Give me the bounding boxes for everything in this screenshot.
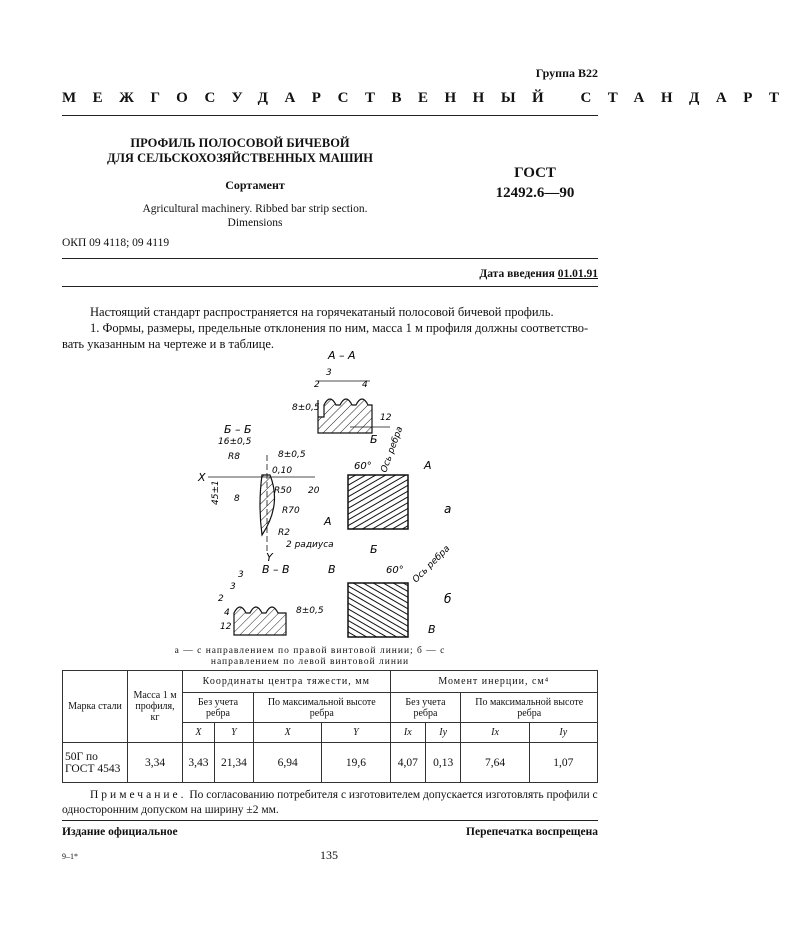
cell-massa: 3,34: [128, 743, 183, 783]
gost-block: [470, 163, 600, 203]
bb-dim-20: 20: [308, 486, 320, 496]
th-coords: Координаты центра тяжести, мм: [183, 671, 391, 693]
letter-a-1: А: [424, 459, 432, 472]
footer-rule: [62, 820, 598, 821]
vv-dim-8: 8±0,5: [296, 606, 324, 616]
aa-dim-3: 3: [326, 368, 332, 378]
title-line1: ПРОФИЛЬ ПОЛОСОВОЙ БИЧЕВОЙ: [130, 136, 350, 150]
angle-60-a: 60°: [354, 461, 372, 472]
cell-marka: 50Г по ГОСТ 4543: [63, 743, 128, 783]
note: [62, 788, 600, 818]
cell-value: 21,34: [214, 743, 253, 783]
cell-value: 6,94: [254, 743, 322, 783]
subtitle: Сортамент: [225, 178, 285, 192]
th-sub: Iy: [425, 723, 460, 743]
cell-value: 3,43: [183, 743, 215, 783]
letter-b-1: Б: [370, 433, 378, 446]
table-row: [63, 743, 598, 783]
letter-v-2: В: [428, 623, 436, 636]
th-sub: Ix: [390, 723, 425, 743]
title-line2: ДЛЯ СЕЛЬСКОХОЗЯЙСТВЕННЫХ МАШИН: [107, 151, 373, 165]
paragraph-1: Настоящий стандарт распространяется на горячекатаный полосовой бичевой профиль.: [90, 305, 554, 319]
vv-dim-2: 2: [218, 594, 224, 604]
data-table: [62, 670, 598, 783]
intro-date: [479, 268, 598, 280]
vv-title: В – В: [262, 563, 290, 576]
bb-title: Б – Б: [224, 423, 252, 436]
th-pomax1: По максимальной высоте ребра: [254, 693, 391, 723]
th-sub: X: [183, 723, 215, 743]
os-rebra-b: Ось ребра: [411, 543, 453, 586]
cell-value: 19,6: [322, 743, 390, 783]
caption-line2: направлением по левой винтовой линии: [210, 657, 410, 667]
footer-right: Перепечатка воспрещена: [466, 826, 598, 838]
footer-left: Издание официальное: [62, 826, 178, 838]
th-sub: Y: [322, 723, 390, 743]
header-rule: [62, 115, 598, 116]
bb-dim-45: 45±1: [211, 480, 221, 505]
label-a: а: [444, 502, 452, 516]
cell-value: 0,13: [425, 743, 460, 783]
angle-60-b: 60°: [386, 565, 404, 576]
okp-code: ОКП 09 4118; 09 4119: [62, 237, 170, 249]
vv-dim-4: 4: [224, 608, 230, 618]
th-bez1: Без учета ребра: [183, 693, 254, 723]
aa-dim-2: 2: [314, 380, 320, 390]
okp-rule: [62, 258, 598, 259]
paragraph-2b: вать указанным на чертеже и в таблице.: [62, 337, 275, 351]
doc-title: [90, 136, 390, 166]
intro-date-label: Дата введения: [479, 268, 555, 280]
th-moment: Момент инерции, см⁴: [390, 671, 597, 693]
page-number: 135: [320, 848, 338, 862]
bb-dim-010: 0,10: [272, 466, 293, 476]
letter-v-1: В: [328, 563, 336, 576]
th-sub: Iy: [529, 723, 597, 743]
vv-section: [234, 607, 286, 635]
vv-dim-12: 12: [220, 622, 232, 632]
th-massa: Масса 1 м профиля, кг: [128, 671, 183, 743]
aa-dim-8: 8±0,5: [292, 403, 320, 413]
letter-b-2: Б: [370, 543, 378, 556]
th-bez2: Без учета ребра: [390, 693, 461, 723]
bb-dim-16: 16±0,5: [218, 437, 252, 447]
letter-a-2: А: [324, 515, 332, 528]
bb-dim-r50: R50: [274, 486, 292, 496]
note-text: По согласованию потребителя с изготовителем допускается изготовлять профили с односторонним допуском на ширину ±2 мм.: [62, 789, 598, 816]
standard-banner: МЕЖГОСУДАРСТВЕННЫЙ СТАНДАРТ: [62, 90, 796, 106]
paragraph-2a: 1. Формы, размеры, предельные отклонения по ним, масса 1 м профиля должны соответство-: [90, 321, 589, 335]
footer-code: 9–1*: [62, 852, 78, 861]
english-title: [90, 202, 420, 230]
english-line1: Agricultural machinery. Ribbed bar strip section.: [142, 203, 368, 215]
th-marka: Марка стали: [63, 671, 128, 743]
bb-dim-r2: R2: [278, 528, 290, 538]
label-b: б: [444, 592, 452, 606]
cell-value: 4,07: [390, 743, 425, 783]
bb-dim-2rad: 2 радиуса: [286, 540, 334, 550]
gost-number: 12492.6—90: [495, 185, 575, 201]
bar-b: [348, 583, 408, 637]
th-sub: Ix: [461, 723, 529, 743]
gost-label: ГОСТ: [514, 165, 556, 181]
th-sub: X: [254, 723, 322, 743]
aa-title: А – А: [328, 349, 356, 362]
vv-dim-3a: 3: [238, 570, 244, 580]
note-label: Примечание.: [90, 789, 187, 801]
os-rebra-a: Ось ребра: [379, 425, 406, 475]
vv-dim-3b: 3: [230, 582, 236, 592]
drawing-caption: [160, 646, 460, 668]
th-pomax2: По максимальной высоте ребра: [461, 693, 598, 723]
bb-dim-8: 8: [234, 494, 240, 504]
bb-dim-8-05: 8±0,5: [278, 450, 306, 460]
english-line2: Dimensions: [227, 217, 283, 229]
bb-dim-r8: R8: [228, 452, 240, 462]
date-rule: [62, 286, 598, 287]
aa-dim-12: 12: [380, 413, 392, 423]
aa-dim-4: 4: [362, 380, 368, 390]
axis-y: Y: [266, 551, 273, 564]
cell-value: 7,64: [461, 743, 529, 783]
profile-drawing: [190, 345, 480, 645]
caption-line1: а — с направлением по правой винтовой линии; б — с: [174, 646, 446, 656]
th-sub: Y: [214, 723, 253, 743]
cell-value: 1,07: [529, 743, 597, 783]
bb-dim-r70: R70: [282, 506, 300, 516]
aa-section: [318, 399, 372, 433]
bar-a: [348, 475, 408, 529]
group-label: Группа В22: [535, 66, 598, 80]
axis-x: X: [198, 471, 206, 484]
intro-date-value: 01.01.91: [557, 268, 598, 280]
